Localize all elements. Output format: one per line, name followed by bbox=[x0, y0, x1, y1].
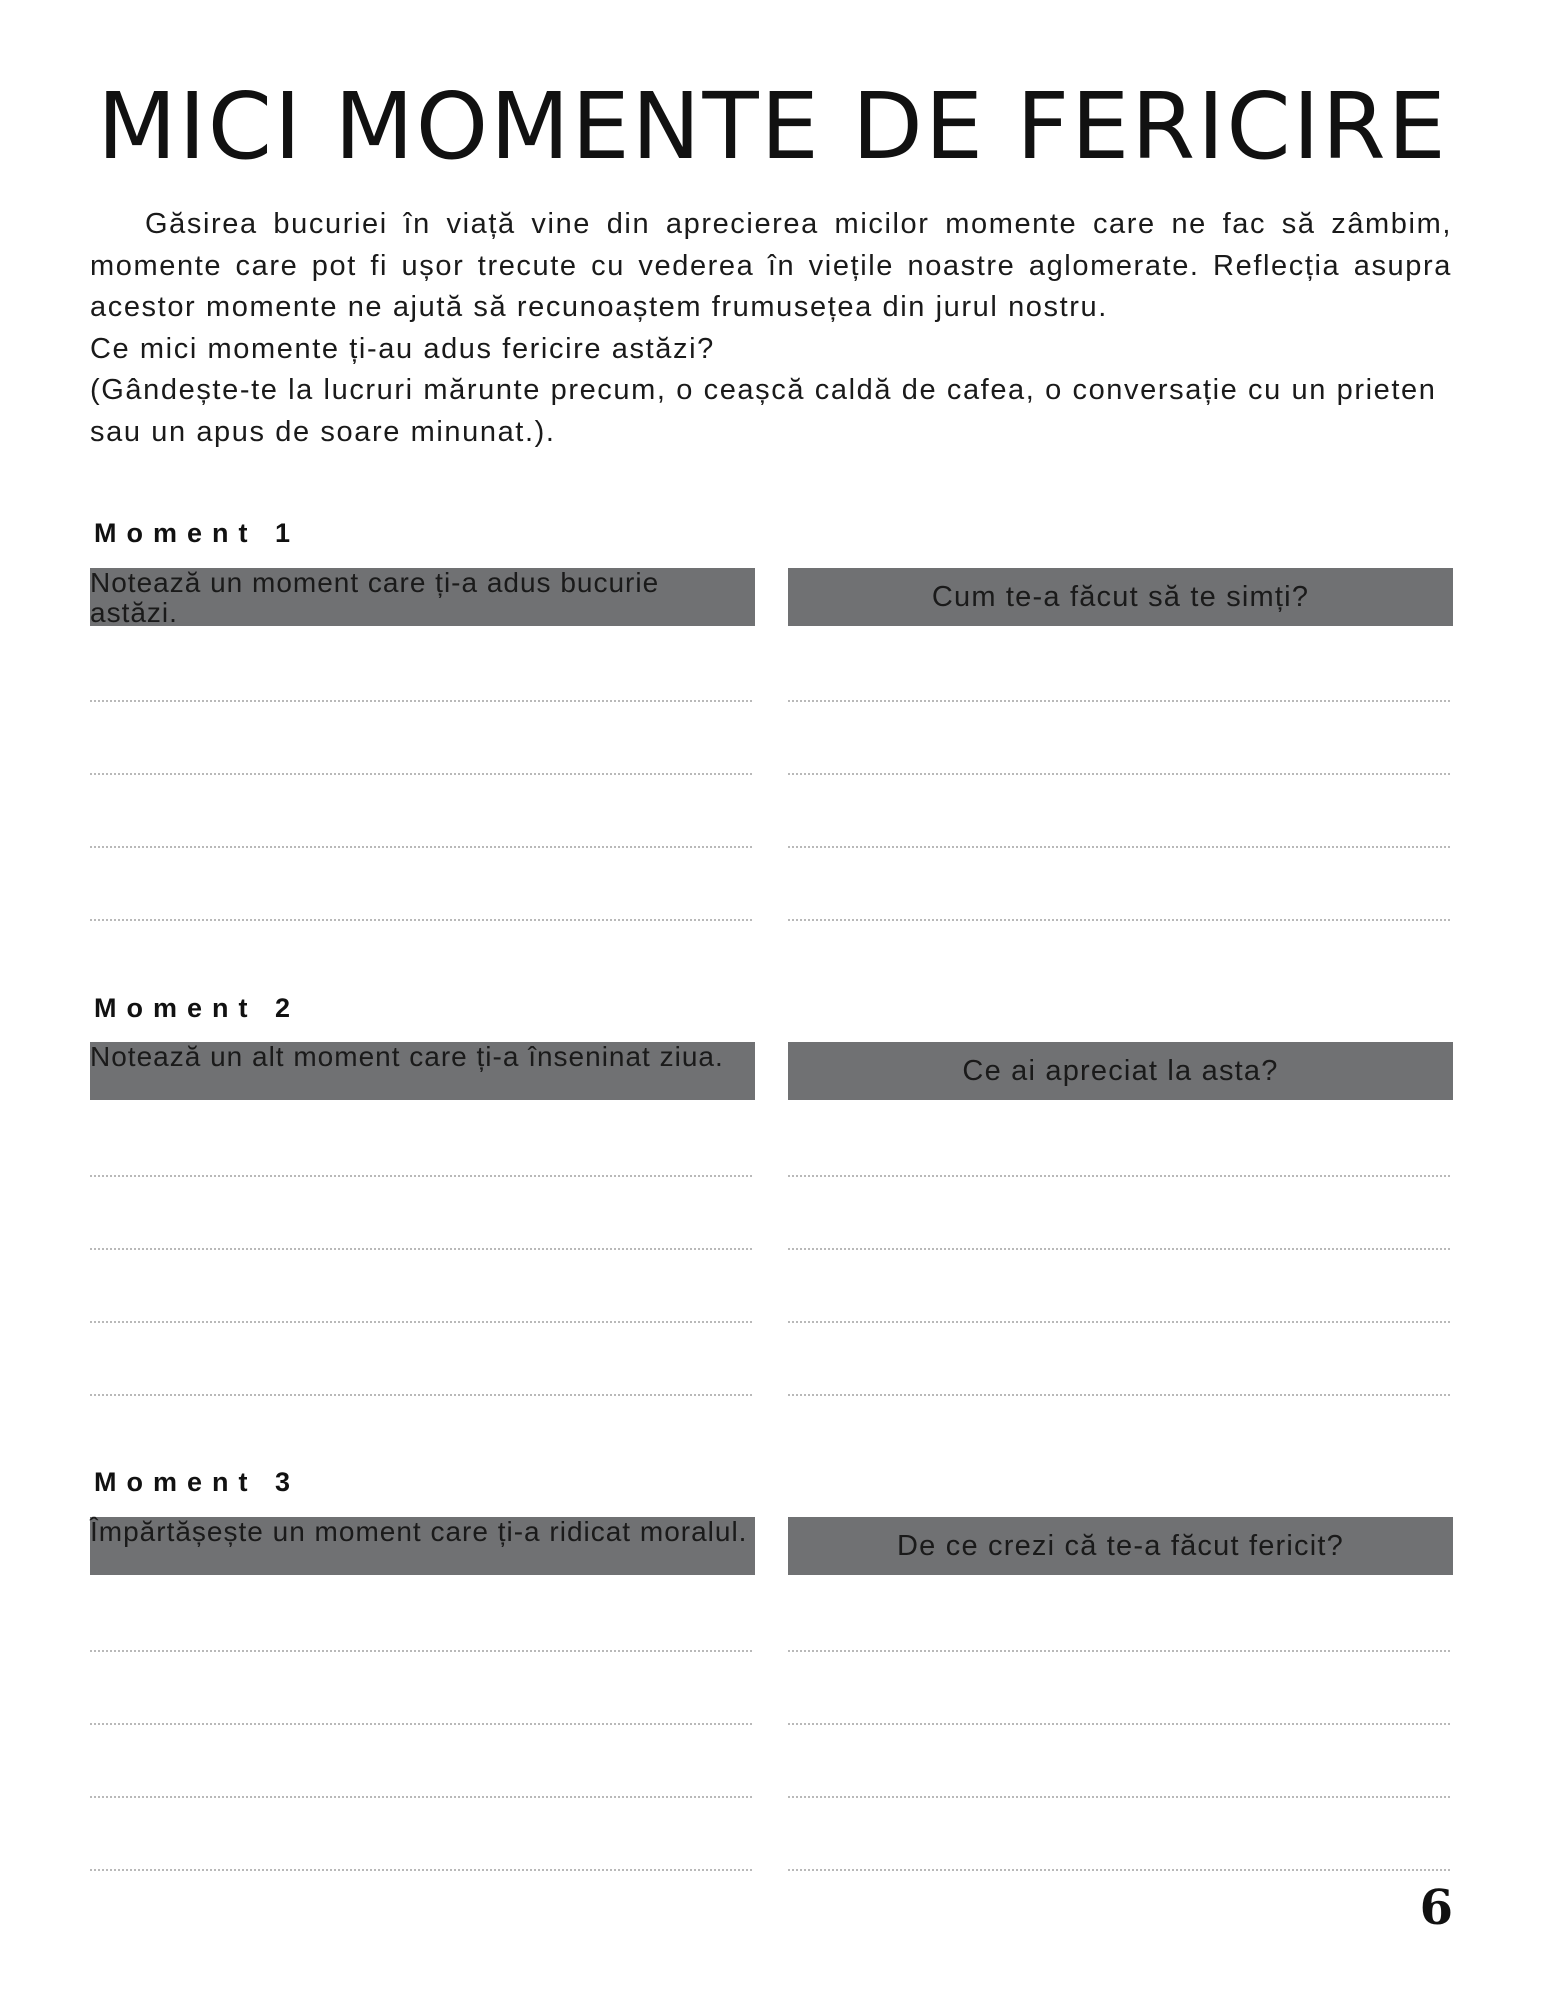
moment-3-right-line-2[interactable] bbox=[788, 1723, 1450, 1725]
moment-2-left-line-4[interactable] bbox=[90, 1394, 752, 1396]
page-title: MICI MOMENTE DE FERICIRE bbox=[97, 73, 1448, 180]
moment-1-left-line-1[interactable] bbox=[90, 700, 752, 702]
moment-1-left-line-3[interactable] bbox=[90, 846, 752, 848]
moment-3-left-line-4[interactable] bbox=[90, 1869, 752, 1871]
moment-1-right-line-2[interactable] bbox=[788, 773, 1450, 775]
intro-question: Ce mici momente ți-au adus fericire astăzi? bbox=[90, 332, 715, 365]
moment-3-left-line-2[interactable] bbox=[90, 1723, 752, 1725]
moment-1-label: Moment 1 bbox=[94, 518, 301, 548]
moment-3-right-line-4[interactable] bbox=[788, 1869, 1450, 1871]
moment-2-right-line-2[interactable] bbox=[788, 1248, 1450, 1250]
moment-1-right-line-4[interactable] bbox=[788, 919, 1450, 921]
moment-2-right-line-4[interactable] bbox=[788, 1394, 1450, 1396]
moment-1-right-line-3[interactable] bbox=[788, 846, 1450, 848]
moment-3-left-prompt: Împărtășește un moment care ți-a ridicat moralul. bbox=[90, 1517, 755, 1575]
moment-2-left-prompt: Notează un alt moment care ți-a înseninat ziua. bbox=[90, 1042, 755, 1100]
intro-paragraph: Găsirea bucuriei în viață vine din aprecierea micilor momente care ne fac să zâmbim, momente care pot fi ușor trecute cu vederea în viețile noastre aglomerate. Reflecția asupra acestor momente ne ajută să recunoaștem frumusețea din jurul nostru. bbox=[90, 208, 1452, 323]
moment-3-right-line-1[interactable] bbox=[788, 1650, 1450, 1652]
moment-1-left-line-4[interactable] bbox=[90, 919, 752, 921]
moment-1-left-prompt: Notează un moment care ți-a adus bucurie astăzi. bbox=[90, 568, 755, 626]
moment-3-left-line-1[interactable] bbox=[90, 1650, 752, 1652]
intro-hint: (Gândește-te la lucruri mărunte precum, o ceașcă caldă de cafea, o conversație cu un prieten sau un apus de soare minunat.). bbox=[90, 374, 1437, 448]
moment-2-right-line-3[interactable] bbox=[788, 1321, 1450, 1323]
moment-3-left-line-3[interactable] bbox=[90, 1796, 752, 1798]
moment-3-right-prompt: De ce crezi că te-a făcut fericit? bbox=[788, 1517, 1453, 1575]
page-number: 6 bbox=[1419, 1880, 1453, 1936]
moment-2-left-line-2[interactable] bbox=[90, 1248, 752, 1250]
moment-2-right-prompt: Ce ai apreciat la asta? bbox=[788, 1042, 1453, 1100]
intro-text bbox=[90, 204, 1452, 453]
moment-1-left-line-2[interactable] bbox=[90, 773, 752, 775]
moment-3-label: Moment 3 bbox=[94, 1467, 301, 1497]
moment-2-label: Moment 2 bbox=[94, 993, 301, 1023]
moment-3-right-line-3[interactable] bbox=[788, 1796, 1450, 1798]
moment-2-left-line-1[interactable] bbox=[90, 1175, 752, 1177]
moment-2-right-line-1[interactable] bbox=[788, 1175, 1450, 1177]
moment-1-right-prompt: Cum te-a făcut să te simți? bbox=[788, 568, 1453, 626]
moment-2-left-line-3[interactable] bbox=[90, 1321, 752, 1323]
moment-1-right-line-1[interactable] bbox=[788, 700, 1450, 702]
